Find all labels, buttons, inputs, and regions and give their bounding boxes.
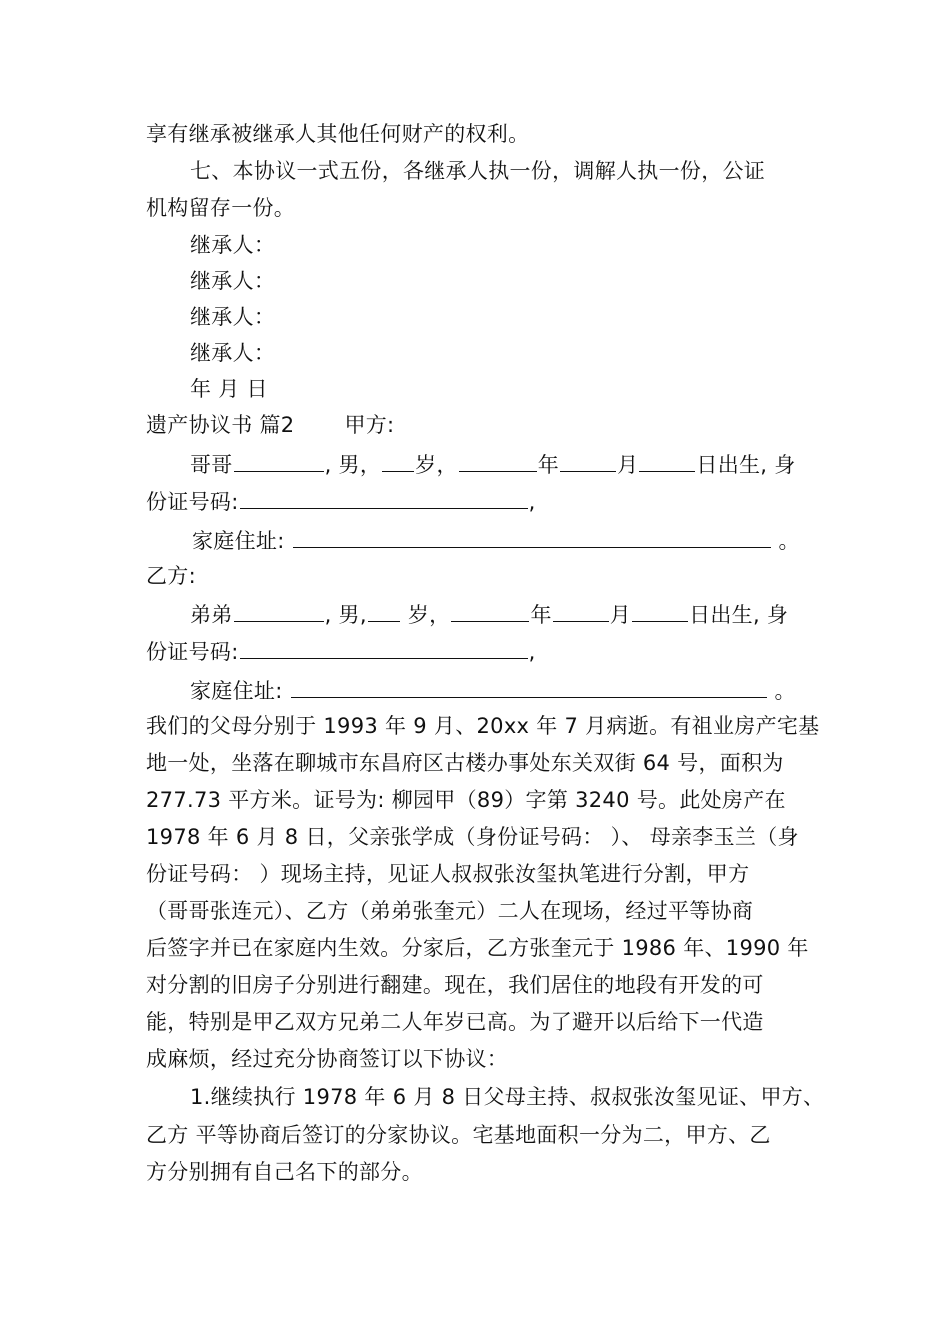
- party-b-label: 乙方:: [146, 564, 196, 588]
- label: 。: [774, 679, 796, 703]
- party-a-label: 甲方:: [344, 413, 395, 437]
- text-line: 后签字并已在家庭内生效。分家后，乙方张奎元于 1986 年、1990 年: [146, 936, 809, 960]
- label: , 男，: [324, 453, 382, 477]
- party-a-address-row: [192, 525, 800, 555]
- label: 哥哥: [190, 453, 233, 477]
- label: 。: [778, 529, 800, 553]
- party-b-address-row: [190, 675, 796, 705]
- blank-field: [368, 599, 400, 622]
- heir-signature-label: 继承人：: [190, 305, 276, 329]
- blank-field: [293, 525, 771, 548]
- blank-field: [382, 449, 414, 472]
- blank-field: [451, 599, 529, 622]
- label: ,: [528, 640, 536, 664]
- blank-field: [632, 599, 688, 622]
- text-line: 方分别拥有自己名下的部分。: [146, 1160, 423, 1184]
- text-line: 对分割的旧房子分别进行翻建。现在，我们居住的地段有开发的可: [146, 973, 764, 997]
- heir-signature-label: 继承人：: [190, 269, 276, 293]
- label: 月: [609, 603, 632, 627]
- text-line: 我们的父母分别于 1993 年 9 月、20xx 年 7 月病逝。有祖业房产宅基: [146, 714, 820, 738]
- blank-field: [560, 449, 616, 472]
- label: 年: [530, 603, 552, 627]
- text-line: 乙方 平等协商后签订的分家协议。宅基地面积一分为二，甲方、乙: [146, 1123, 771, 1147]
- label: 月: [617, 453, 639, 477]
- text-line: 地一处，坐落在聊城市东昌府区古楼办事处东关双街 64 号，面积为: [146, 751, 784, 775]
- label: 日出生, 身: [696, 453, 796, 477]
- label: 份证号码:: [146, 490, 239, 514]
- party-b-info-row: [190, 599, 788, 629]
- label: 日出生, 身: [689, 603, 789, 627]
- blank-field: [240, 486, 528, 509]
- text-line: 份证号码： ）现场主持，见证人叔叔张汝玺执笔进行分割，甲方: [146, 862, 750, 886]
- blank-field: [291, 675, 767, 698]
- heir-signature-label: 继承人：: [190, 341, 276, 365]
- blank-field: [639, 449, 695, 472]
- party-a-info-row: [190, 449, 796, 479]
- blank-field: [240, 636, 528, 659]
- text-line: 机构留存一份。: [146, 196, 296, 220]
- heir-signature-label: 继承人：: [190, 233, 276, 257]
- label: 家庭住址:: [192, 529, 285, 553]
- label: 份证号码:: [146, 640, 239, 664]
- party-a-id-row: [146, 486, 536, 516]
- label: 年: [537, 453, 560, 477]
- text-line: 享有继承被继承人其他任何财产的权利。: [146, 122, 530, 146]
- date-line: 年 月 日: [190, 377, 268, 401]
- text-line: 1.继续执行 1978 年 6 月 8 日父母主持、叔叔张汝玺见证、甲方、: [190, 1085, 825, 1109]
- label: , 男,: [324, 603, 367, 627]
- text-line: 1978 年 6 月 8 日，父亲张学成（身份证号码： ）、 母亲李玉兰（身: [146, 825, 799, 849]
- blank-field: [234, 599, 324, 622]
- section-heading-row: [146, 411, 394, 439]
- blank-field: [234, 449, 324, 472]
- text-line: （哥哥张连元）、乙方（弟弟张奎元）二人在现场，经过平等协商: [146, 899, 754, 923]
- label: 弟弟: [190, 603, 233, 627]
- section-title: 遗产协议书 篇2: [146, 413, 295, 437]
- blank-field: [459, 449, 537, 472]
- text-line: 277.73 平方米。证号为: 柳园甲（89）字第 3240 号。此处房产在: [146, 788, 786, 812]
- party-b-id-row: [146, 636, 536, 666]
- label: 家庭住址:: [190, 679, 283, 703]
- label: ,: [528, 490, 536, 514]
- text-line: 七、本协议一式五份，各继承人执一份，调解人执一份，公证: [190, 159, 766, 183]
- blank-field: [553, 599, 609, 622]
- label: 岁，: [407, 603, 451, 627]
- text-line: 成麻烦，经过充分协商签订以下协议：: [146, 1047, 509, 1071]
- text-line: 能，特别是甲乙双方兄弟二人年岁已高。为了避开以后给下一代造: [146, 1010, 764, 1034]
- label: 岁，: [415, 453, 458, 477]
